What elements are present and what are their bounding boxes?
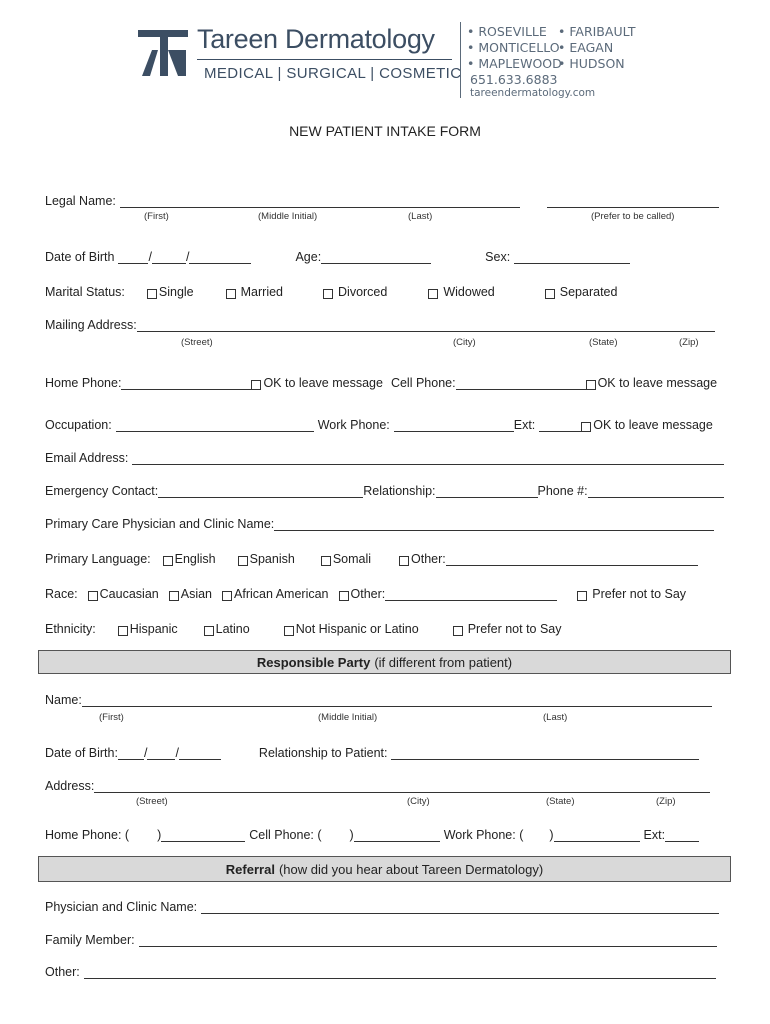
emergency-phone-field[interactable]: [588, 486, 724, 498]
brand-name: [197, 24, 435, 55]
rp-zip-caption: (Zip): [656, 796, 676, 807]
occupation-row: [45, 416, 713, 432]
ext-field[interactable]: [539, 420, 581, 432]
separated-checkbox[interactable]: [545, 289, 555, 299]
rp-dob-month-field[interactable]: [118, 748, 144, 760]
street-caption: (Street): [181, 337, 213, 348]
asian-checkbox[interactable]: [169, 591, 179, 601]
referral-header: [38, 856, 731, 882]
mailing-field[interactable]: [137, 320, 715, 332]
rp-relationship-label: Relationship to Patient:: [258, 746, 388, 760]
referral-band-rest: (how did you hear about Tareen Dermatology): [278, 861, 544, 877]
somali-label: Somali: [332, 552, 372, 566]
cell-ok-checkbox[interactable]: [586, 380, 596, 390]
email-field[interactable]: [132, 453, 724, 465]
other-race-label: Other:: [350, 587, 386, 601]
not-hispanic-checkbox[interactable]: [284, 626, 294, 636]
referral-band-bold: Referral: [225, 861, 275, 877]
ref-physician-label: Physician and Clinic Name:: [45, 900, 198, 914]
dob-slash-1: /: [148, 250, 152, 264]
header-website: tareendermatology.com: [470, 87, 596, 99]
logo-mark: [138, 28, 190, 78]
rp-work-phone-field[interactable]: [554, 830, 640, 842]
ref-other-row: [45, 963, 716, 979]
rp-cell-phone-field[interactable]: [354, 830, 440, 842]
dob-year-field[interactable]: [189, 252, 251, 264]
ref-physician-row: [45, 898, 719, 914]
dob-month-field[interactable]: [118, 252, 148, 264]
prefer-caption: (Prefer to be called): [591, 211, 675, 222]
ref-family-row: [45, 931, 717, 947]
ethnicity-row: [45, 620, 562, 636]
hispanic-label: Hispanic: [129, 622, 178, 636]
rp-relationship-field[interactable]: [391, 748, 699, 760]
english-label: English: [174, 552, 216, 566]
email-label: Email Address:: [45, 451, 129, 465]
ethnicity-label: Ethnicity:: [45, 622, 96, 636]
hispanic-checkbox[interactable]: [118, 626, 128, 636]
other-language-checkbox[interactable]: [399, 556, 409, 566]
other-race-checkbox[interactable]: [339, 591, 349, 601]
asian-label: Asian: [180, 587, 213, 601]
rp-first-caption: (First): [99, 712, 124, 723]
language-label: Primary Language:: [45, 552, 151, 566]
rp-dob-day-field[interactable]: [147, 748, 175, 760]
home-ok-checkbox[interactable]: [251, 380, 261, 390]
work-ok-checkbox[interactable]: [581, 422, 591, 432]
rp-home-phone-label: Home Phone: (: [45, 828, 130, 842]
rp-ext-label: Ext:: [643, 828, 666, 842]
location-eagan: • EAGAN: [558, 40, 614, 55]
cell-ok-label: OK to leave message: [597, 376, 718, 390]
age-field[interactable]: [321, 252, 431, 264]
home-phone-field[interactable]: [121, 378, 251, 390]
rp-dob-year-field[interactable]: [179, 748, 221, 760]
form-title: NEW PATIENT INTAKE FORM: [289, 123, 481, 139]
cell-phone-field[interactable]: [456, 378, 586, 390]
rp-phone-row: [45, 826, 699, 842]
middle-caption: (Middle Initial): [258, 211, 318, 222]
ref-other-field[interactable]: [84, 967, 716, 979]
race-label: Race:: [45, 587, 78, 601]
caucasian-label: Caucasian: [99, 587, 159, 601]
brand-second: Dermatology: [284, 24, 435, 54]
not-hispanic-label: Not Hispanic or Latino: [295, 622, 419, 636]
work-ok-label: OK to leave message: [593, 418, 713, 432]
rp-dob-label: Date of Birth:: [45, 746, 118, 760]
first-caption: (First): [144, 211, 169, 222]
location-maplewood: • MAPLEWOOD: [467, 56, 562, 71]
sex-field[interactable]: [514, 252, 630, 264]
rp-work-phone-label: Work Phone: (: [443, 828, 524, 842]
race-prefer-label: Prefer not to Say: [592, 587, 687, 601]
ethnicity-prefer-label: Prefer not to Say: [467, 622, 562, 636]
rp-dob-slash-2: /: [175, 746, 179, 760]
brand-first: Tareen: [197, 24, 285, 54]
rp-ext-field[interactable]: [665, 830, 699, 842]
mailing-label: Mailing Address:: [45, 318, 137, 332]
emergency-label: Emergency Contact:: [45, 484, 159, 498]
somali-checkbox[interactable]: [321, 556, 331, 566]
legal-name-row: [45, 192, 719, 208]
ref-family-field[interactable]: [139, 935, 717, 947]
dob-row: [45, 248, 630, 264]
age-label: Age:: [295, 250, 322, 264]
race-row: [45, 585, 686, 601]
married-checkbox[interactable]: [226, 289, 236, 299]
ref-other-label: Other:: [45, 965, 80, 979]
rp-address-field[interactable]: [94, 781, 710, 793]
rp-state-caption: (State): [546, 796, 575, 807]
brand-tagline: MEDICAL | SURGICAL | COSMETIC: [204, 65, 462, 82]
location-hudson: • HUDSON: [558, 56, 625, 71]
home-phone-label: Home Phone:: [45, 376, 122, 390]
occupation-label: Occupation:: [45, 418, 112, 432]
cell-phone-label: Cell Phone:: [390, 376, 456, 390]
rp-cell-phone-label: Cell Phone: (: [249, 828, 322, 842]
divorced-label: Divorced: [338, 285, 388, 299]
rp-cell-paren: ): [349, 828, 354, 842]
location-roseville: • ROSEVILLE: [467, 24, 547, 39]
divorced-checkbox[interactable]: [323, 289, 333, 299]
header-phone: 651.633.6883: [470, 72, 558, 87]
mailing-row: [45, 316, 715, 332]
city-caption: (City): [453, 337, 476, 348]
phone-row: [45, 374, 717, 390]
other-language-field[interactable]: [446, 554, 698, 566]
occupation-field[interactable]: [116, 420, 314, 432]
work-phone-field[interactable]: [394, 420, 514, 432]
other-race-field[interactable]: [385, 589, 557, 601]
emergency-phone-label: Phone #:: [537, 484, 588, 498]
single-label: Single: [158, 285, 194, 299]
rp-dob-slash-1: /: [143, 746, 148, 760]
rp-dob-row: [45, 744, 699, 760]
rp-name-field[interactable]: [82, 695, 712, 707]
preferred-name-field[interactable]: [547, 196, 719, 208]
married-label: Married: [240, 285, 284, 299]
dob-label: Date of Birth: [45, 250, 115, 264]
marital-row: [45, 283, 617, 299]
widowed-label: Widowed: [443, 285, 495, 299]
rp-name-label: Name:: [45, 693, 82, 707]
last-caption: (Last): [408, 211, 433, 222]
state-caption: (State): [589, 337, 618, 348]
language-row: [45, 550, 698, 566]
other-language-label: Other:: [411, 552, 446, 566]
sex-label: Sex:: [485, 250, 511, 264]
widowed-checkbox[interactable]: [428, 289, 438, 299]
ethnicity-prefer-checkbox[interactable]: [453, 626, 463, 636]
responsible-band-bold: Responsible Party: [256, 654, 371, 670]
header-divider: [460, 22, 461, 98]
marital-label: Marital Status:: [45, 285, 125, 299]
email-row: [45, 449, 724, 465]
english-checkbox[interactable]: [163, 556, 173, 566]
legal-name-field[interactable]: [120, 196, 520, 208]
separated-label: Separated: [559, 285, 618, 299]
latino-checkbox[interactable]: [204, 626, 214, 636]
rp-home-paren: ): [157, 828, 162, 842]
rp-middle-caption: (Middle Initial): [318, 712, 378, 723]
rp-name-row: [45, 691, 712, 707]
caucasian-checkbox[interactable]: [88, 591, 98, 601]
relationship-field[interactable]: [436, 486, 538, 498]
work-phone-label: Work Phone:: [317, 418, 390, 432]
zip-caption: (Zip): [679, 337, 699, 348]
spanish-label: Spanish: [249, 552, 295, 566]
rp-home-phone-field[interactable]: [161, 830, 245, 842]
location-faribault: • FARIBAULT: [558, 24, 636, 39]
rp-work-paren: ): [549, 828, 554, 842]
pcp-row: [45, 515, 714, 531]
latino-label: Latino: [215, 622, 250, 636]
emergency-row: [45, 482, 724, 498]
home-ok-label: OK to leave message: [263, 376, 383, 390]
rp-last-caption: (Last): [543, 712, 568, 723]
pcp-field[interactable]: [274, 519, 714, 531]
relationship-label: Relationship:: [363, 484, 436, 498]
african-label: African American: [234, 587, 329, 601]
responsible-party-header: [38, 650, 731, 674]
responsible-band-rest: (if different from patient): [374, 654, 513, 670]
legal-name-label: Legal Name:: [45, 194, 116, 208]
rp-address-row: [45, 777, 710, 793]
rp-street-caption: (Street): [136, 796, 168, 807]
single-checkbox[interactable]: [147, 289, 157, 299]
ext-label: Ext:: [513, 418, 536, 432]
pcp-label: Primary Care Physician and Clinic Name:: [45, 517, 275, 531]
dob-slash-2: /: [185, 250, 190, 264]
dob-day-field[interactable]: [152, 252, 186, 264]
spanish-checkbox[interactable]: [238, 556, 248, 566]
ref-family-label: Family Member:: [45, 933, 135, 947]
rp-address-label: Address:: [45, 779, 95, 793]
african-checkbox[interactable]: [222, 591, 232, 601]
location-monticello: • MONTICELLO: [467, 40, 560, 55]
rp-city-caption: (City): [407, 796, 430, 807]
brand-underline: [197, 59, 452, 60]
race-prefer-checkbox[interactable]: [577, 591, 587, 601]
emergency-field[interactable]: [158, 486, 363, 498]
ref-physician-field[interactable]: [201, 902, 719, 914]
